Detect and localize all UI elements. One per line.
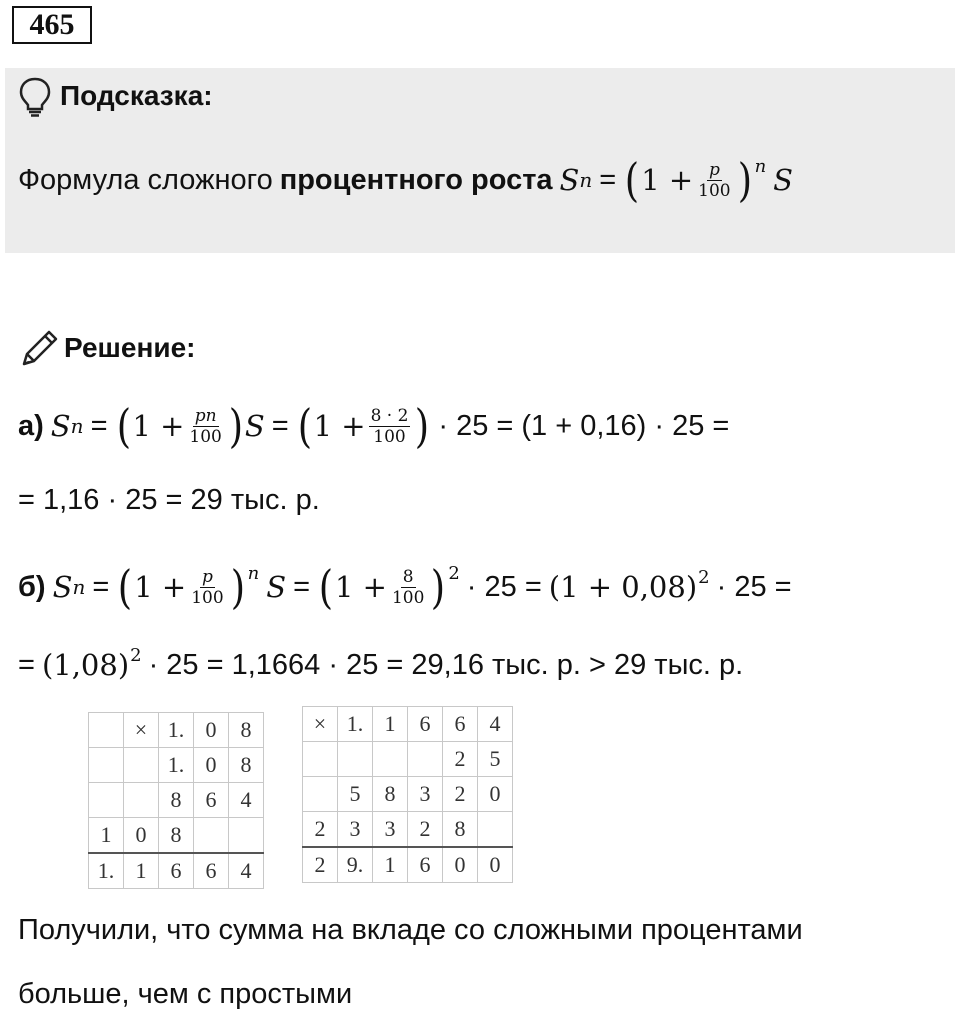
part-b-label: б)	[18, 570, 46, 603]
part-a-f1-tail: S	[244, 409, 265, 443]
part-b-line2	[18, 640, 743, 690]
calc-row	[89, 818, 264, 854]
calc-cell	[229, 818, 264, 854]
pencil-icon	[18, 326, 62, 375]
paren-close: )	[228, 399, 244, 453]
calc-cell: 0	[124, 818, 159, 854]
calc-cell: 1	[373, 847, 408, 883]
part-b-eq2: =	[293, 570, 311, 603]
calc-cell: 3	[338, 812, 373, 848]
part-a-line2: = 1,16 · 25 = 29 тыс. р.	[18, 484, 320, 516]
paren-open: (	[318, 560, 334, 614]
calc-cell: 6	[194, 783, 229, 818]
calc-cell: 8	[159, 818, 194, 854]
calc-row	[89, 783, 264, 818]
calc-table-1	[88, 712, 264, 889]
calc-cell: 0	[443, 847, 478, 883]
calc-row	[303, 847, 513, 883]
part-a-f2-one-plus: 1 +	[313, 409, 366, 443]
conclusion-line1: Получили, что сумма на вкладе со сложными процентами	[18, 914, 803, 946]
hint-text: Формула сложного	[18, 163, 273, 196]
calc-cell: 0	[194, 713, 229, 748]
calc-cell: 6	[408, 847, 443, 883]
part-b-f1-exponent: n	[247, 562, 260, 584]
calc-cell: 4	[478, 707, 513, 742]
calc-cell: ×	[124, 713, 159, 748]
hint-title: Подсказка:	[60, 80, 213, 111]
part-a-f1-one-plus: 1 +	[132, 409, 185, 443]
fraction-numerator: 8	[402, 566, 414, 587]
calc-row	[89, 713, 264, 748]
calc-cell: 4	[229, 783, 264, 818]
formula-paren-close: )	[737, 153, 752, 207]
part-b-line2-rest: · 25 = 1,1664 · 25 = 29,16 тыс. р. > 29 тыс. р.	[148, 648, 744, 681]
fraction-numerator: p	[708, 159, 720, 180]
lightbulb-icon	[18, 76, 52, 123]
calc-cell: 5	[478, 742, 513, 777]
calc-cell: 2	[408, 812, 443, 848]
hint-text-bold: процентного роста	[279, 163, 553, 196]
calc-cell: 5	[338, 777, 373, 812]
calc-cell: 1	[373, 707, 408, 742]
formula-tail: S	[773, 163, 794, 197]
paren-close: )	[431, 560, 446, 614]
fraction-denominator: 100	[698, 180, 731, 201]
paren-open: (	[297, 399, 312, 453]
part-a-lhs-sub: n	[70, 414, 84, 438]
paren-open: (	[118, 560, 133, 614]
calc-cell: 2	[443, 742, 478, 777]
paren-open: (	[116, 399, 131, 453]
formula-eq: =	[599, 163, 617, 196]
fraction-numerator: 8 · 2	[370, 405, 409, 426]
calc-cell	[373, 742, 408, 777]
fraction-denominator: 100	[189, 426, 222, 447]
part-b-f1-one-plus: 1 +	[134, 570, 187, 604]
calc-cell: 0	[194, 748, 229, 783]
calc-cell: 8	[229, 713, 264, 748]
calc-cell: 3	[373, 812, 408, 848]
calc-row	[303, 777, 513, 812]
calc-cell	[338, 742, 373, 777]
part-b-lhs-sub: n	[72, 575, 86, 599]
calc-cell: 6	[194, 853, 229, 889]
calc-cell: 2	[303, 812, 338, 848]
calc-cell: 1.	[159, 748, 194, 783]
calc-cell	[124, 783, 159, 818]
paren-close: )	[230, 560, 245, 614]
part-a-eq1: =	[90, 409, 108, 442]
formula-paren-open: (	[625, 153, 640, 207]
calc-cell: 0	[478, 847, 513, 883]
calc-cell: ×	[303, 707, 338, 742]
fraction-denominator: 100	[373, 426, 406, 447]
calc-row	[303, 707, 513, 742]
calc-cell: 0	[478, 777, 513, 812]
calc-grid-1	[88, 712, 264, 889]
fraction-denominator: 100	[191, 587, 224, 608]
calc-cell: 9.	[338, 847, 373, 883]
part-b-f1-tail: S	[266, 570, 287, 604]
formula-one-plus: 1 +	[641, 163, 694, 197]
part-b-fraction2	[390, 567, 426, 608]
calc-cell: 1.	[89, 853, 124, 889]
calc-cell: 8	[229, 748, 264, 783]
part-b-f2-exponent: 2	[448, 562, 460, 584]
calc-cell: 6	[159, 853, 194, 889]
calc-cell: 1.	[338, 707, 373, 742]
formula-lhs: S	[559, 163, 580, 197]
calc-cell	[124, 748, 159, 783]
calc-cell	[89, 783, 124, 818]
formula-lhs-sub: n	[579, 168, 593, 192]
calc-cell: 2	[443, 777, 478, 812]
part-a-eq2: =	[271, 409, 289, 442]
calc-cell: 2	[303, 847, 338, 883]
paren-close: )	[415, 399, 430, 453]
calc-grid-2	[302, 706, 513, 883]
part-b-line2-exponent: 2	[130, 644, 142, 666]
calc-cell: 8	[159, 783, 194, 818]
part-b-line2-start: =	[18, 648, 35, 681]
formula-fraction	[696, 160, 732, 201]
part-b-fraction1	[189, 567, 225, 608]
calc-row	[303, 812, 513, 848]
part-a-label: а)	[18, 409, 44, 442]
calc-cell: 1	[124, 853, 159, 889]
part-b-paren-expr: (1 + 0,08)	[548, 570, 698, 604]
calc-cell	[89, 713, 124, 748]
part-b-f2-one-plus: 1 +	[334, 570, 387, 604]
part-b-mid: · 25 =	[466, 570, 542, 603]
calc-cell	[194, 818, 229, 854]
calc-cell	[89, 748, 124, 783]
part-b-lhs: S	[52, 570, 73, 604]
calc-cell: 1.	[159, 713, 194, 748]
part-b-end: · 25 =	[716, 570, 792, 603]
calc-row	[303, 742, 513, 777]
part-b-paren-exponent: 2	[698, 566, 710, 588]
calc-cell: 6	[443, 707, 478, 742]
conclusion-line2: больше, чем с простыми	[18, 978, 353, 1010]
part-b-eq1: =	[92, 570, 110, 603]
part-b-line1	[18, 554, 792, 620]
calc-cell: 6	[408, 707, 443, 742]
hint-formula-line	[18, 148, 793, 212]
calc-cell: 3	[408, 777, 443, 812]
part-a-fraction2	[369, 406, 411, 447]
fraction-numerator: pn	[194, 405, 217, 426]
task-number: 465	[12, 6, 92, 44]
calc-cell: 1	[89, 818, 124, 854]
calc-cell: 4	[229, 853, 264, 889]
part-a-lhs: S	[50, 409, 71, 443]
formula-exponent: n	[754, 155, 767, 177]
calc-cell: 8	[443, 812, 478, 848]
calc-row	[89, 853, 264, 889]
calc-cell: 8	[373, 777, 408, 812]
fraction-numerator: p	[201, 566, 213, 587]
calc-cell	[408, 742, 443, 777]
solution-title: Решение:	[64, 332, 196, 363]
calc-row	[89, 748, 264, 783]
fraction-denominator: 100	[391, 587, 425, 608]
calc-cell	[303, 777, 338, 812]
part-b-line2-paren: (1,08)	[41, 648, 130, 682]
part-a-rest: · 25 = (1 + 0,16) · 25 =	[438, 409, 730, 442]
calc-cell	[303, 742, 338, 777]
calc-table-2	[302, 706, 513, 883]
calc-cell	[478, 812, 513, 848]
part-a-fraction1	[187, 406, 223, 447]
part-a-line1	[18, 394, 729, 458]
